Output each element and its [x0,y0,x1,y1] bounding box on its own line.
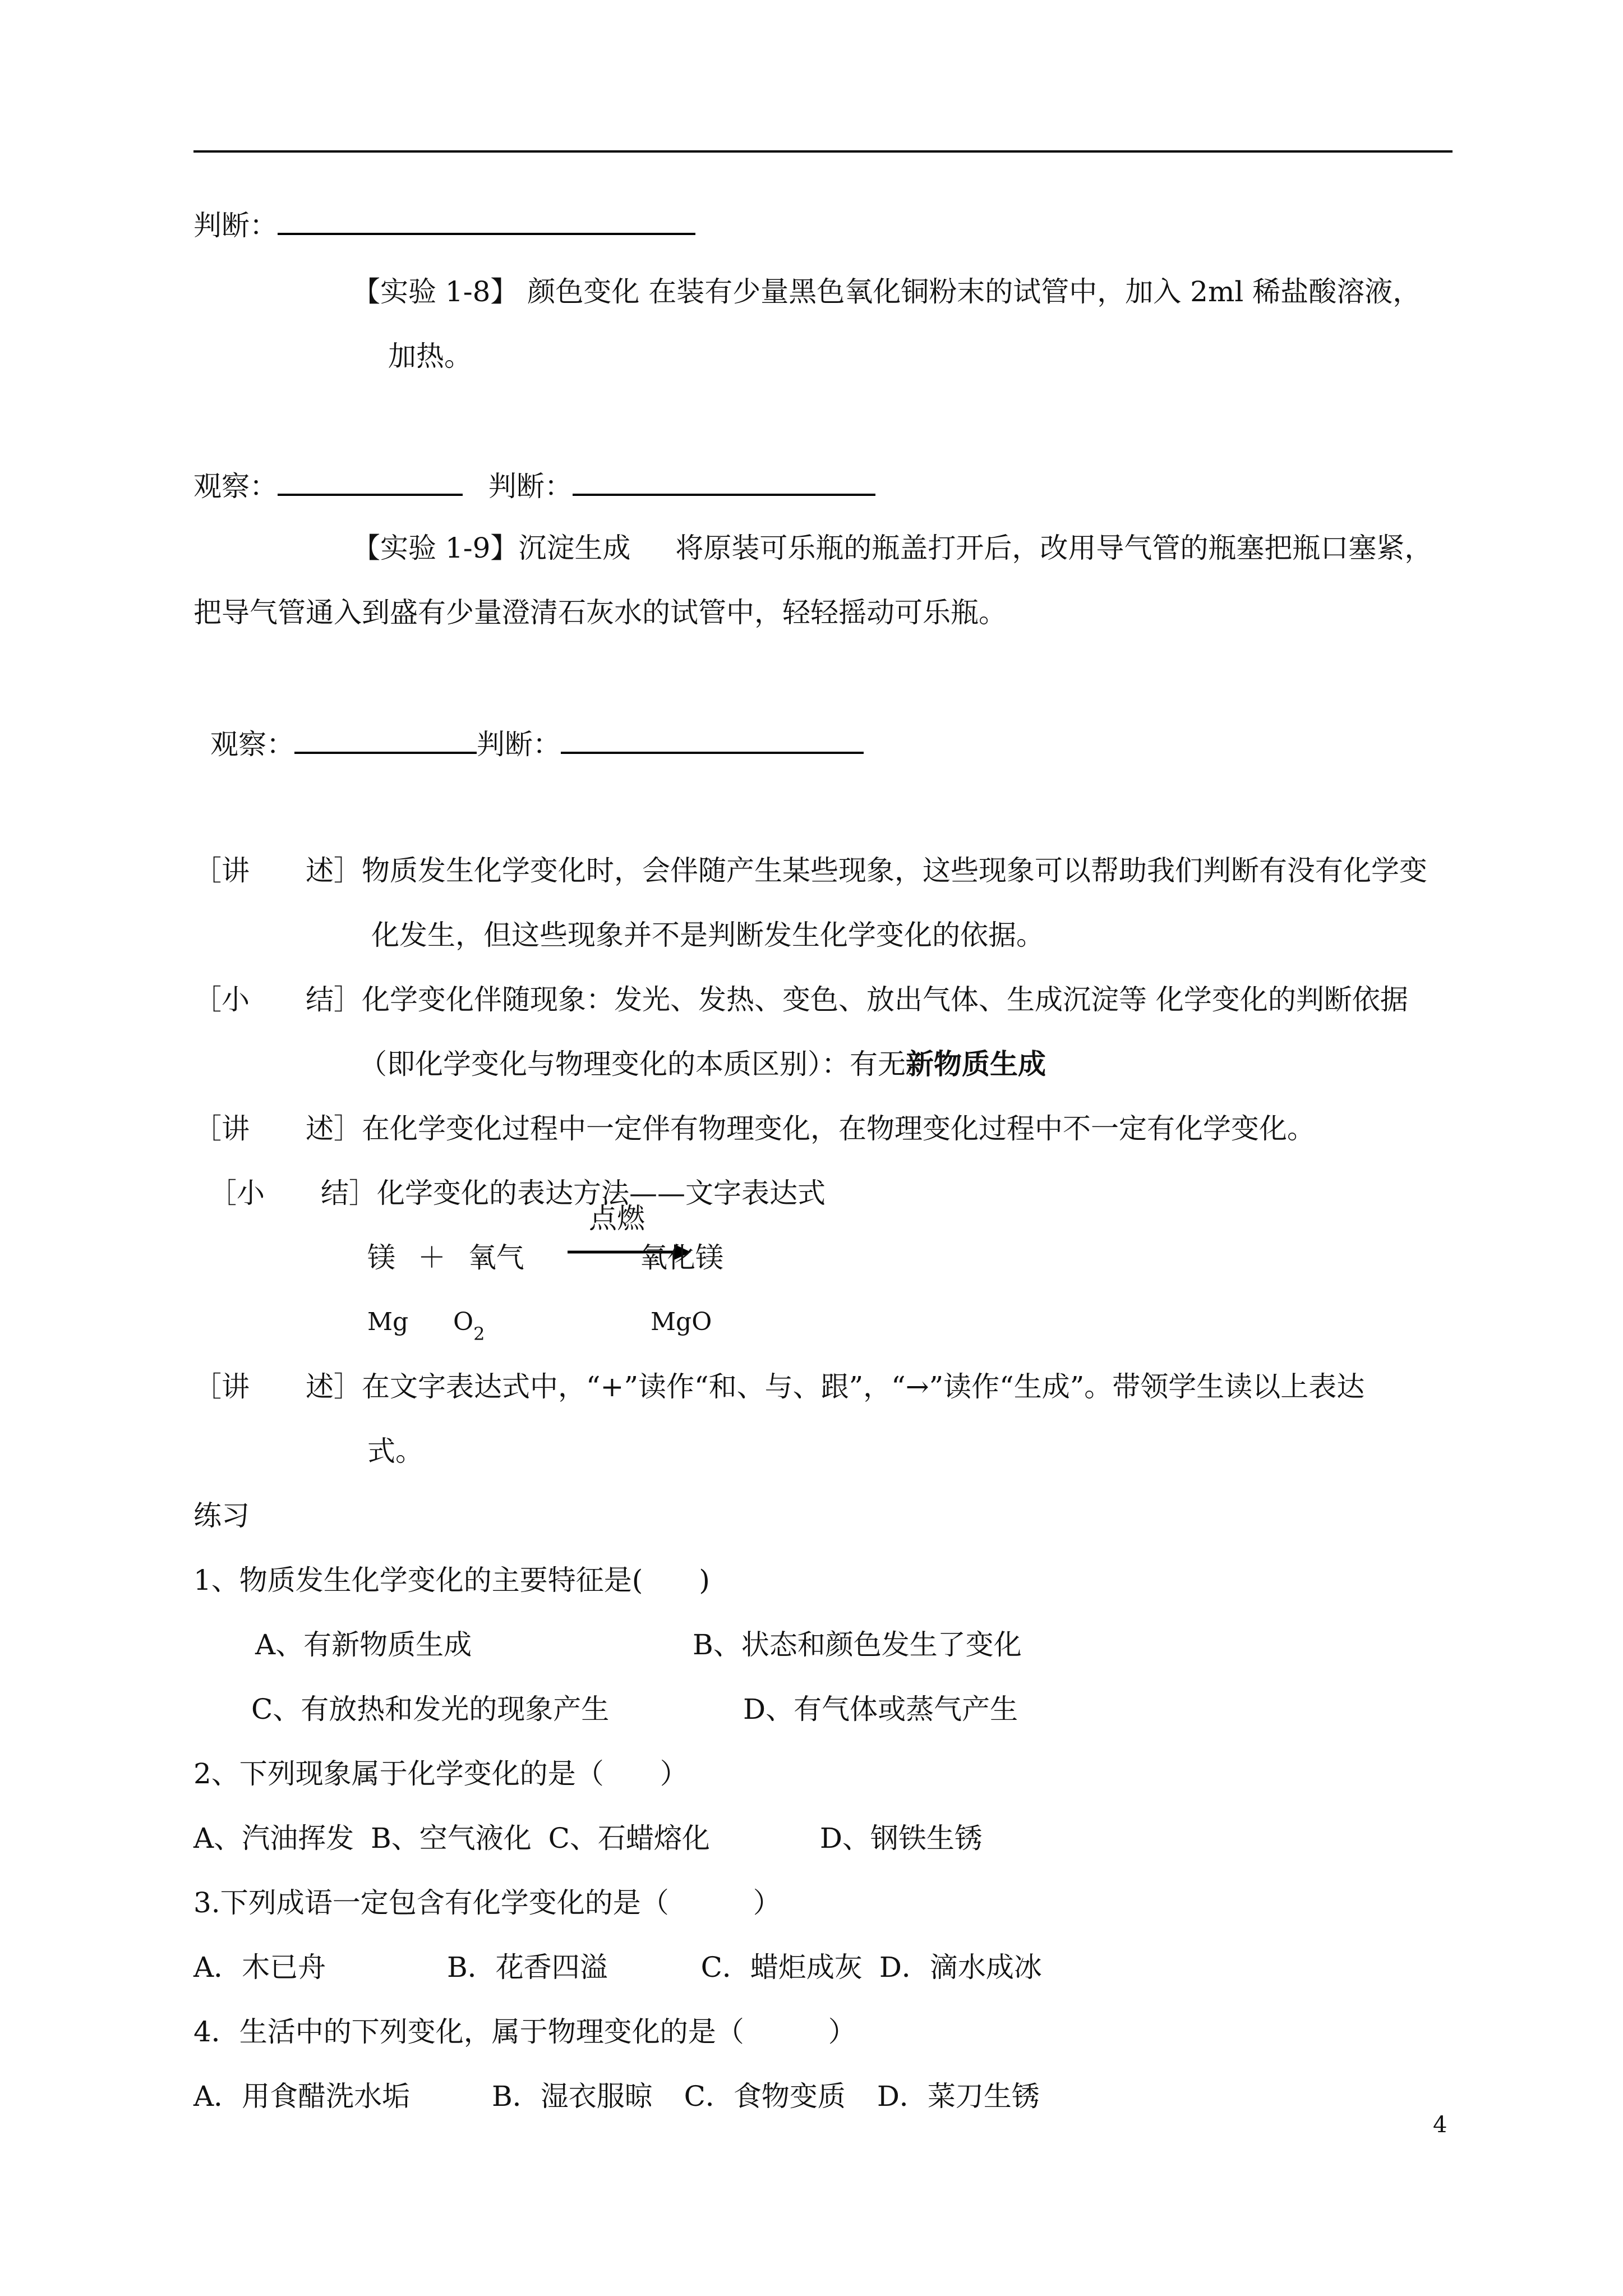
question-1-option-c[interactable]: C、有放热和发光的现象产生 [251,1693,610,1726]
note-lecture-1 [193,853,1427,889]
experiment-tag: 【实验 1-8】 [352,275,519,308]
note-text: （即化学变化与物理变化的本质区别）：有无 [359,1048,906,1080]
question-4-option-c[interactable]: C．食物变质 [684,2080,846,2113]
observe-judge-line-1 [193,468,875,504]
formula-o2: $O_2$ [453,1308,485,1345]
page-number: 4 [1433,2112,1447,2138]
question-3-option-c[interactable]: C．蜡炬成灰 [700,1951,863,1984]
experiment-tag: 【实验 1-9】 [352,532,519,564]
note-lecture-3 [193,1369,1364,1405]
note-tag: ［讲 述］ [193,1370,362,1403]
note-text: 物质发生化学变化时，会伴随产生某些现象，这些现象可以帮助我们判断有没有化学变 [362,854,1427,887]
experiment-1-8-line-2: 加热。 [388,340,472,372]
observe-label: 观察： [193,470,278,503]
question-1-option-b[interactable]: B、状态和颜色发生了变化 [693,1628,1022,1661]
practice-title: 练习 [193,1499,250,1532]
question-1-option-d[interactable]: D、有气体或蒸气产生 [743,1693,1018,1726]
note-text: 化学变化的表达方法——文字表达式 [377,1177,826,1209]
judge-label: 判断： [488,470,573,503]
question-2-option-a[interactable]: A、汽油挥发 [193,1822,354,1855]
note-lecture-2 [193,1111,1315,1147]
note-text: 在文字表达式中，“+”读作“和、与、跟”，“→”读作“生成”。带领学生读以上表达 [362,1370,1365,1403]
note-summary-2 [209,1175,826,1211]
formula-mgo: MgO [651,1308,712,1336]
experiment-text: 在装有少量黑色氧化铜粉末的试管中，加入 2ml 稀盐酸溶液， [648,275,1421,308]
note-lecture-3-cont: 式。 [367,1435,423,1467]
reactant-oxygen: 氧气 [468,1241,524,1274]
note-lecture-1-cont: 化发生，但这些现象并不是判断发生化学变化的依据。 [371,919,1044,951]
question-2-options [193,1820,983,1856]
word-equation [367,1240,524,1276]
question-3-options [193,1949,1042,1985]
question-2-option-b[interactable]: B、空气液化 [371,1822,532,1855]
answer-blank[interactable] [278,208,695,235]
question-3-stem: 3.下列成语一定包含有化学变化的是（ ） [193,1887,781,1919]
judge-blank[interactable] [561,727,864,754]
question-1-option-a[interactable]: A、有新物质生成 [255,1628,472,1661]
experiment-text: 将原装可乐瓶的瓶盖打开后，改用导气管的瓶塞把瓶口塞紧， [675,532,1433,564]
question-2-stem: 2、下列现象属于化学变化的是（ ） [193,1757,688,1790]
question-4-option-d[interactable]: D．菜刀生锈 [877,2080,1040,2113]
question-2-option-d[interactable]: D、钢铁生锈 [819,1822,983,1855]
header-rule [193,150,1453,153]
question-1-stem: 1、物质发生化学变化的主要特征是( ) [193,1564,710,1596]
judge-line-1 [193,208,695,243]
reaction-condition: 点燃 [589,1202,645,1235]
note-text: 在化学变化过程中一定伴有物理变化，在物理变化过程中不一定有化学变化。 [362,1112,1315,1145]
observe-judge-line-2 [210,726,864,762]
reactant-magnesium: 镁 [367,1241,395,1274]
note-tag: ［讲 述］ [193,1112,362,1145]
question-4-options [193,2078,1040,2114]
observe-blank[interactable] [294,727,477,754]
experiment-title: 颜色变化 [527,275,640,308]
note-tag: ［小 结］ [209,1177,377,1209]
experiment-1-9-line-1 [352,530,1432,566]
note-summary-1 [193,982,1408,1018]
note-text: 化学变化伴随现象：发光、发热、变色、放出气体、生成沉淀等 化学变化的判断依据 [362,983,1408,1016]
product-magnesium-oxide: 氧化镁 [639,1241,723,1274]
experiment-title: 沉淀生成 [518,532,631,564]
experiment-1-9-line-2: 把导气管通入到盛有少量澄清石灰水的试管中，轻轻摇动可乐瓶。 [193,596,1007,629]
question-4-stem: 4．生活中的下列变化，属于物理变化的是（ ） [193,2016,856,2048]
question-3-option-d[interactable]: D．滴水成冰 [879,1951,1042,1984]
key-term: 新物质生成 [906,1047,1046,1080]
judge-blank[interactable] [573,469,875,496]
judge-label: 判断： [477,728,561,761]
plus-sign: ＋ [417,1241,446,1274]
formula-mg: Mg [367,1308,409,1336]
note-tag: ［小 结］ [193,983,362,1016]
observe-label: 观察： [210,728,294,761]
observe-blank[interactable] [278,469,463,496]
note-summary-1-cont [359,1046,1046,1082]
question-2-option-c[interactable]: C、石蜡熔化 [548,1822,710,1855]
judge-label: 判断： [193,209,278,242]
question-4-option-b[interactable]: B．湿衣服晾 [492,2080,653,2113]
note-tag: ［讲 述］ [193,854,362,887]
question-3-option-a[interactable]: A．木已舟 [193,1951,326,1984]
question-3-option-b[interactable]: B．花香四溢 [447,1951,608,1984]
question-4-option-a[interactable]: A．用食醋洗水垢 [193,2080,411,2113]
experiment-1-8-line-1 [352,274,1421,310]
